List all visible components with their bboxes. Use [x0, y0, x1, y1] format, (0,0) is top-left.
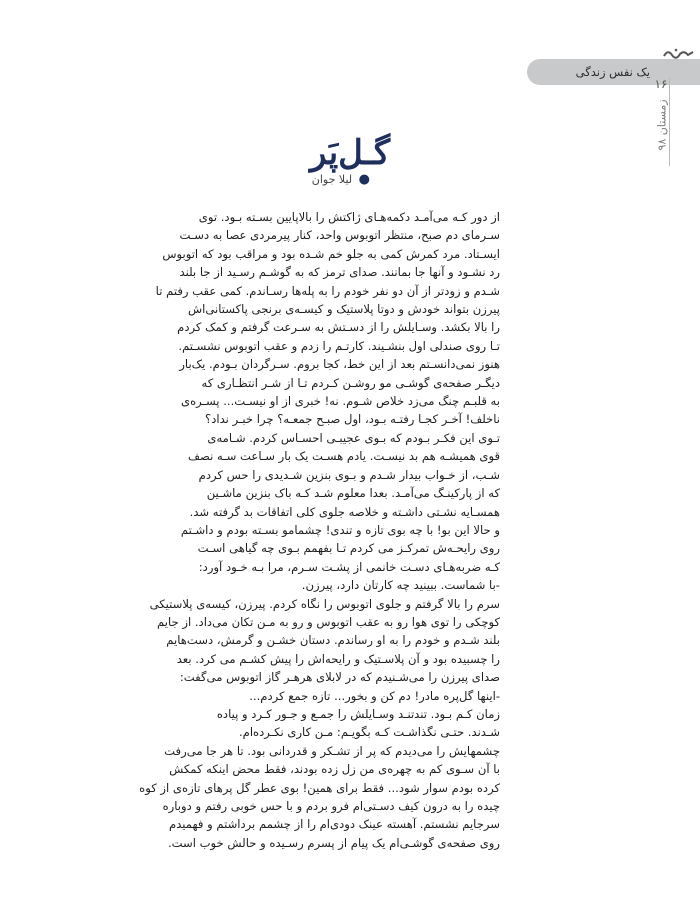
body-line: سرم را بالا گرفتم و جلوی اتوبوس را نگاه کردم. پیرزن، کیسه‌ی پلاستیکی [149, 596, 500, 611]
body-line: تـا روی صندلی اول بنشـیند. کارتـم را زدم و عقب اتوبوس نشسـتم. [178, 338, 500, 353]
issue-label: زمستان ۹۸ [655, 99, 669, 151]
body-line: صدای پیرزن را می‌شـنیدم که در لابلای هرهـر گاز اتوبوس می‌گفت: [179, 670, 500, 685]
body-line: که از پارکینـگ می‌آمـد. بعدا معلوم شـد کـه باک بنزین ماشـین [206, 486, 500, 501]
body-line: از دور کـه می‌آمـد دکمه‌هـای ژاکتش را بالاپایین بسـته بـود. توی [198, 210, 500, 224]
body-line: -با شماست. ببینید چه کارتان دارد، پیرزن. [301, 578, 500, 593]
bullet-icon: ● [358, 172, 370, 187]
body-line: به قلبـم چنگ می‌زد خلاص شـوم. نه! خبری از او نیسـت... پسـره‌ی [181, 394, 500, 409]
body-line: ایسـتاد. مرد کمرش کمی به جلو خم شـده بود و مراقب بود که اتوبوس [162, 246, 500, 261]
page-number: ۱۶ [654, 77, 668, 91]
body-line: پیرزن بتواند خودش و دوتا پلاستیک و کیسـه‌ی برنجی پاکستانی‌اش [187, 302, 500, 317]
body-line: و حالا این بو! با چه بوی تازه و تندی! چشمامو بسـته بودم و داشـتم [180, 522, 500, 537]
body-line: زمان کـم بـود. تندتنـد وسـایلش را جمـع و جـور کـرد و پیاده [216, 706, 500, 721]
body-line: رد نشـود و آنها جا بمانند. صدای ترمز که به گوشـم رسـید از جا بلند [179, 265, 500, 280]
body-line: کـه ضربه‌هـای دسـت خانمی از پشـت سـرم، مرا بـه خـود آورد: [198, 559, 500, 574]
body-line: با آن سـوی کم به چهره‌ی من زل زده بودند، فقط محض اینکه کمکش [169, 762, 500, 777]
body-line: را بالا بکشد. وسـایلش را از دسـتش به سـرعت گرفتم و کمک کردم [177, 320, 500, 335]
article-body [139, 208, 500, 852]
body-line: ناخلف! آخـر کجـا رفتـه بـود، اول صبـح جمعـه؟ چرا خبـر نداد؟ [205, 412, 500, 427]
section-label: یک نفس زندگی [575, 65, 650, 79]
body-line: تـوی این فکـر بـودم که بـوی عجیبـی احسـاس کردم. شـامه‌ی [207, 430, 500, 445]
author-byline [312, 172, 370, 187]
body-line: چشمهایش را می‌دیدم که پر از تشـکر و قدردانی بود. تا هر جا می‌رفت [164, 743, 500, 758]
body-line: همسـایه نشـتی داشـته و خلاصه جلوی کلی اتفاقات بد گرفته شد. [189, 504, 500, 519]
author-name: لیلا جوان [311, 173, 353, 186]
body-line: شـدند. حتـی نگذاشـت کـه بگویـم: مـن کاری نکـرده‌ام. [238, 725, 500, 740]
body-line: کرده بودم سوار شود... فقط برای همین! بوی عطر گل پرهای تازه‌ی از کوه [139, 780, 500, 795]
body-line: دیگـر صفحه‌ی گوشـی مو روشـن کـردم تـا از شـر انتظـاری که [201, 375, 500, 390]
body-line: -اینها گل‌پره مادر! دم کن و بخور... تازه جمع کردم... [249, 688, 500, 703]
body-line: کوچکی را توی هوا رو به عقب اتوبوس و رو به مـن تکان می‌داد. از جایم [157, 614, 500, 629]
body-line: چیده را به درون کیف دسـتی‌ام فرو بردم و با حس خوبی رفتم و دوباره [162, 799, 500, 813]
body-line: شـب، از خـواب بیدار شـدم و بـوی بنزین شـدیدی را حس کردم [198, 467, 500, 482]
magazine-logo-icon [662, 47, 696, 59]
body-line: بلند شـدم و خودم را به او رساندم. دستان خشـن و گرمش، دست‌هایم [166, 633, 500, 648]
body-line: هنوز نمی‌دانسـتم بعد از این خط، کجا بروم. سـرگردان بـودم. یک‌بار [179, 357, 500, 372]
body-line: قوی همیشـه هم بد نیسـت. یادم هسـت یک بار سـاعت سـه نصف [188, 449, 500, 464]
margin-rule [669, 78, 670, 166]
body-line: روی رایحـه‌ش تمرکـز می کردم تـا بفهمم بـوی چه گیاهی اسـت [197, 541, 500, 556]
body-line: را چسبیده بود و آن پلاسـتیک و رایحه‌اش را پیش کشـم می کرد. بعد [176, 651, 500, 666]
article-title: گـل‌پَر [309, 133, 391, 173]
body-line: روی صفحه‌ی گوشـی‌ام یک پیام از پسرم رسـیده و حالش خوب است. [167, 835, 500, 850]
body-line: سرجایم نشستم. آهسته عینک دودی‌ام را از چشمم برداشتم و فهمیدم [169, 817, 500, 832]
body-line: شـدم و زودتر از آن دو نفر خودم را به پله‌ها رسـاندم. کمی عقب رفتم تا [155, 283, 500, 298]
body-line: سـرمای دم صبح، منتظر اتوبوس واحد، کنار پیرمردی عصا به دسـت [179, 228, 500, 243]
